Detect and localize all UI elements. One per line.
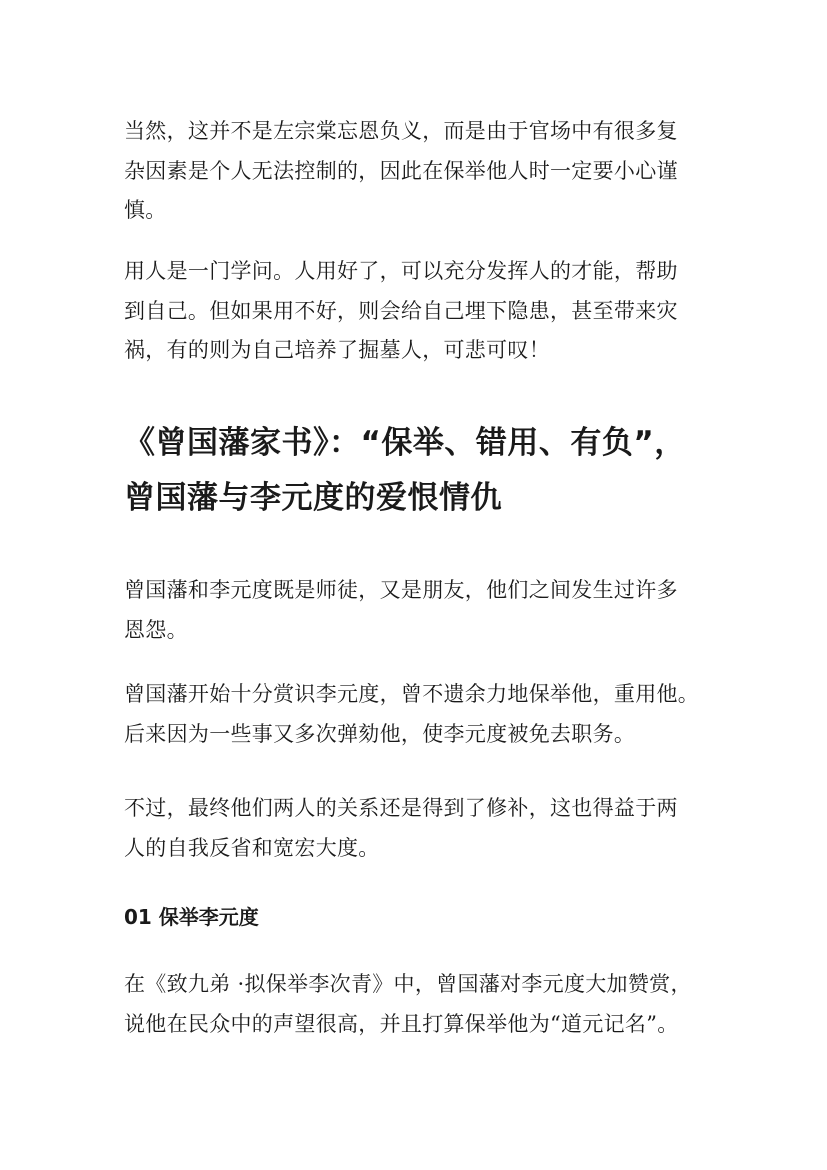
section-heading: 01 保举李元度 [124,905,259,929]
paragraph-teacher-friend [124,571,704,650]
text-line: 祸，有的则为自己培养了掘墓人，可悲可叹！ [124,338,550,362]
paragraph-letter-to-ninth-brother [124,965,704,1044]
article-title [124,416,714,526]
paragraph-zuo-zongtang [124,112,704,231]
text-line: 恩怨。 [124,617,188,642]
text-line: 在《致九弟 ·拟保举李次青》中，曾国藩对李元度大加赞赏， [124,972,692,996]
text-line: 用人是一门学问。人用好了，可以充分发挥人的才能，帮助 [124,259,678,283]
paragraph-employing-people [124,252,704,371]
text-line: 慎。 [124,198,167,222]
article-title-line: 曾国藩与李元度的爱恨情仇 [124,480,502,516]
text-line: 杂因素是个人无法控制的，因此在保举他人时一定要小心谨 [124,158,678,183]
text-line: 后来因为一些事又多次弹劾他，使李元度被免去职务。 [124,721,636,746]
text-line: 曾国藩开始十分赏识李元度，曾不遗余力地保举他，重用他。 [124,682,700,706]
text-line: 人的自我反省和宽宏大度。 [124,835,380,860]
text-line: 不过，最终他们两人的关系还是得到了修补，这也得益于两 [124,796,678,820]
paragraph-reconciliation [124,789,704,868]
text-line: 说他在民众中的声望很高，并且打算保举他为“道元记名”。 [124,1011,679,1036]
text-line: 到自己。但如果用不好，则会给自己埋下隐患，甚至带来灾 [124,298,678,323]
text-line: 曾国藩和李元度既是师徒，又是朋友，他们之间发生过许多 [124,578,678,602]
paragraph-appreciation-impeachment [124,675,704,754]
article-title-line: 《曾国藩家书》：“保举、错用、有负”， [124,425,686,461]
text-line: 当然，这并不是左宗棠忘恩负义，而是由于官场中有很多复 [124,119,678,143]
